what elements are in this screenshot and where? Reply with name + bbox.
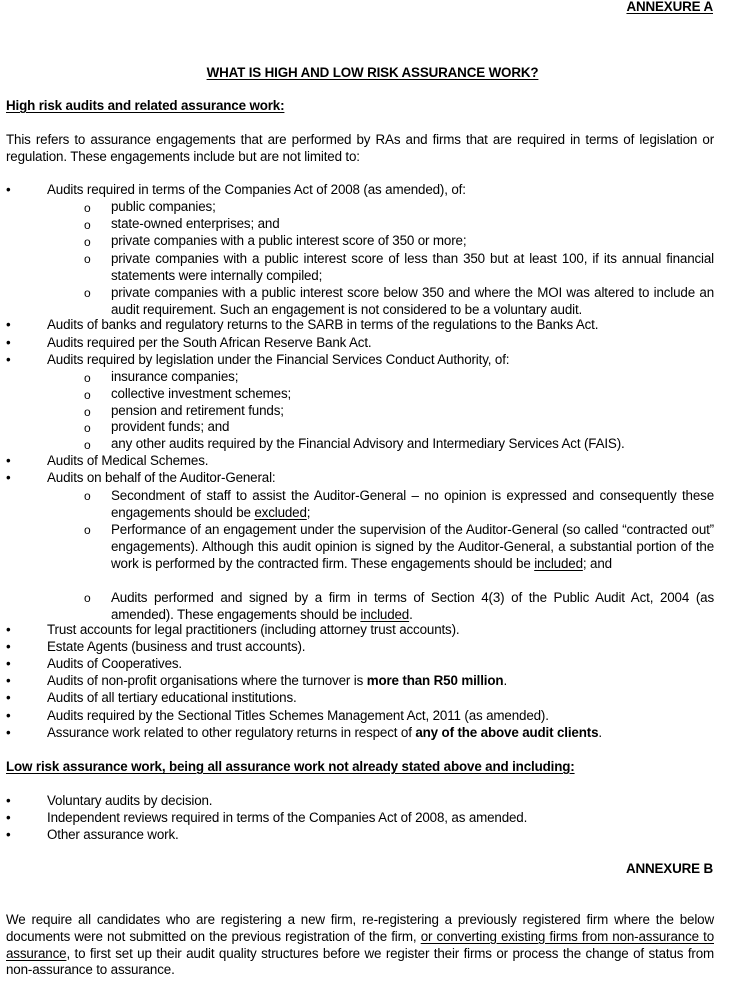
- bullet-icon: •: [6, 810, 11, 825]
- annexure-b-paragraph: We require all candidates who are registering a new firm, re-registering a previously registered firm where the below documents were not submitted on the previous registration of the firm, or converting existing firms from non-assurance to assurance, to first set up their audit quality structures before we register their firms or process the change of status from non-assurance to assurance.: [6, 912, 714, 978]
- sub-bullet-icon: o: [84, 523, 91, 537]
- list-item: Independent reviews required in terms of the Companies Act of 2008, as amended.: [47, 810, 528, 825]
- sub-list-item: any other audits required by the Financial Advisory and Intermediary Services Act (FAIS).: [111, 436, 625, 451]
- sub-bullet-icon: o: [84, 405, 91, 419]
- list-item: Audits of banks and regulatory returns to the SARB in terms of the regulations to the Banks Act.: [47, 317, 599, 332]
- list-item: Audits required by the Sectional Titles Schemes Management Act, 2011 (as amended).: [47, 708, 549, 723]
- sub-list-item: Secondment of staff to assist the Auditor-General – no opinion is expressed and consequently these engagements should be excluded;: [111, 488, 714, 520]
- sub-bullet-icon: o: [84, 235, 91, 249]
- sub-bullet-icon: o: [84, 438, 91, 452]
- sub-list-item: provident funds; and: [111, 419, 230, 434]
- bullet-icon: •: [6, 622, 11, 637]
- sub-list-item: Audits performed and signed by a firm in terms of Section 4(3) of the Public Audit Act, 2004 (as amended). These engagements should be included.: [111, 590, 714, 622]
- intro-paragraph: This refers to assurance engagements that are performed by RAs and firms that are required in terms of legislation or regulation. These engagements include but are not limited to:: [6, 132, 714, 164]
- list-item: Other assurance work.: [47, 827, 179, 842]
- list-item: Assurance work related to other regulatory returns in respect of any of the above audit clients.: [47, 725, 602, 740]
- list-item: Audits required in terms of the Companies Act of 2008 (as amended), of:: [47, 182, 466, 197]
- sub-bullet-icon: o: [84, 218, 91, 232]
- sub-list-item: pension and retirement funds;: [111, 403, 284, 418]
- bullet-icon: •: [6, 725, 11, 740]
- bullet-icon: •: [6, 317, 11, 332]
- bullet-icon: •: [6, 470, 11, 485]
- sub-list-item: state-owned enterprises; and: [111, 216, 280, 231]
- list-item: Estate Agents (business and trust accounts).: [47, 639, 306, 654]
- bullet-icon: •: [6, 639, 11, 654]
- sub-list-item: private companies with a public interest score below 350 and where the MOI was altered to include an audit requirement. Such an engagement is not considered to be a voluntary audit.: [111, 285, 714, 317]
- sub-bullet-icon: o: [84, 286, 91, 300]
- sub-list-item: private companies with a public interest score of 350 or more;: [111, 233, 467, 248]
- sub-list-item: Performance of an engagement under the supervision of the Auditor-General (so called “contracted out” engagements). Although this audit opinion is signed by the Auditor-General, a substantial portion of the work is performed by the contracted firm. These engagements should be included; and: [111, 522, 714, 571]
- sub-list-item: collective investment schemes;: [111, 386, 292, 401]
- bullet-icon: •: [6, 690, 11, 705]
- sub-list-item: public companies;: [111, 199, 216, 214]
- bullet-icon: •: [6, 182, 11, 197]
- sub-bullet-icon: o: [84, 388, 91, 402]
- bullet-icon: •: [6, 453, 11, 468]
- sub-bullet-icon: o: [84, 489, 91, 503]
- bullet-icon: •: [6, 827, 11, 842]
- sub-bullet-icon: o: [84, 371, 91, 385]
- list-item: Audits required by legislation under the Financial Services Conduct Authority, of:: [47, 352, 510, 367]
- bullet-icon: •: [6, 352, 11, 367]
- list-item: Audits required per the South African Reserve Bank Act.: [47, 335, 372, 350]
- sub-bullet-icon: o: [84, 421, 91, 435]
- bullet-icon: •: [6, 656, 11, 671]
- low-risk-heading: Low risk assurance work, being all assurance work not already stated above and including:: [6, 759, 575, 774]
- list-item: Audits of all tertiary educational institutions.: [47, 690, 297, 705]
- list-item: Audits of non-profit organisations where the turnover is more than R50 million.: [47, 673, 508, 688]
- list-item: Audits on behalf of the Auditor-General:: [47, 470, 276, 485]
- list-item: Audits of Cooperatives.: [47, 656, 182, 671]
- bullet-icon: •: [6, 708, 11, 723]
- list-item: Audits of Medical Schemes.: [47, 453, 209, 468]
- list-item: Trust accounts for legal practitioners (including attorney trust accounts).: [47, 622, 460, 637]
- sub-list-item: private companies with a public interest score of less than 350 but at least 100, if its annual financial statements were internally compiled;: [111, 251, 714, 283]
- bullet-icon: •: [6, 335, 11, 350]
- sub-bullet-icon: o: [84, 252, 91, 266]
- page-title: WHAT IS HIGH AND LOW RISK ASSURANCE WORK?: [206, 65, 539, 80]
- sub-list-item: insurance companies;: [111, 369, 239, 384]
- annexure-a-label: ANNEXURE A: [626, 0, 713, 14]
- bullet-icon: •: [6, 793, 11, 808]
- sub-bullet-icon: o: [84, 201, 91, 215]
- bullet-icon: •: [6, 673, 11, 688]
- annexure-b-label: ANNEXURE B: [625, 861, 713, 876]
- sub-bullet-icon: o: [84, 591, 91, 605]
- list-item: Voluntary audits by decision.: [47, 793, 213, 808]
- high-risk-heading: High risk audits and related assurance work:: [6, 98, 285, 113]
